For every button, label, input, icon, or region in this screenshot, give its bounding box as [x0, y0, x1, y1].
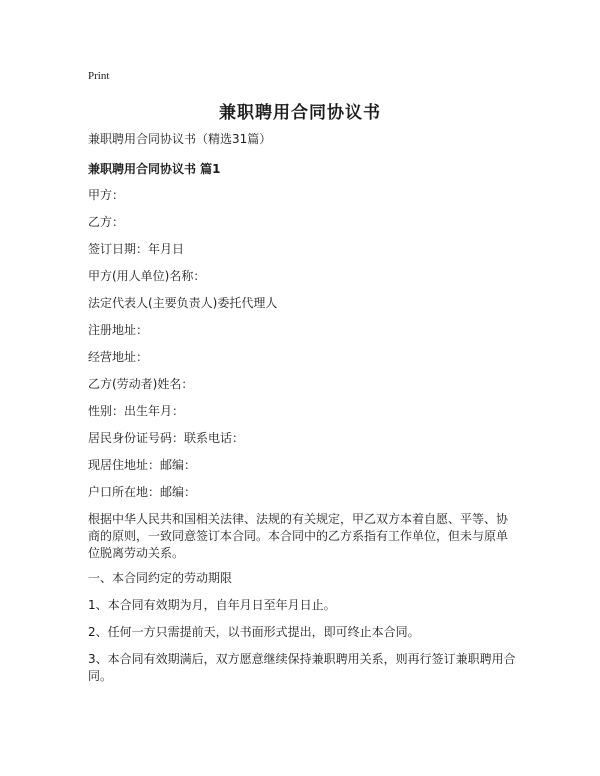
intro-paragraph: 根据中华人民共和国相关法律、法规的有关规定，甲乙双方本着自愿、平等、协商的原则，一致同意签订本合同。本合同中的乙方系指有工作单位，但未与原单位脱离劳动关系。 — [88, 512, 509, 560]
clause-heading: 一、本合同约定的劳动期限 — [88, 571, 233, 585]
field-employer-name: 甲方(用人单位)名称： — [88, 269, 206, 283]
document-title: 兼职聘用合同协议书 — [219, 103, 381, 123]
field-current-address: 现居住地址：邮编： — [88, 458, 197, 472]
field-id-phone: 居民身份证号码：联系电话： — [88, 431, 245, 445]
field-registered-address: 注册地址： — [88, 323, 149, 337]
field-business-address: 经营地址： — [88, 350, 149, 364]
field-legal-representative: 法定代表人(主要负责人)委托代理人 — [88, 296, 278, 310]
field-gender-birth: 性别：出生年月： — [88, 404, 185, 418]
field-employee-name: 乙方(劳动者)姓名： — [88, 377, 194, 391]
print-label[interactable]: Print — [88, 70, 110, 82]
clause-item: 2、任何一方只需提前天，以书面形式提出，即可终止本合同。 — [88, 625, 420, 639]
clause-item: 3、本合同有效期满后，双方愿意继续保持兼职聘用关系，则再行签订兼职聘用合同。 — [88, 652, 516, 683]
field-party-b: 乙方： — [88, 215, 125, 229]
section-heading: 兼职聘用合同协议书 篇1 — [88, 162, 221, 176]
document-subtitle: 兼职聘用合同协议书（精选31篇） — [88, 132, 272, 146]
field-party-a: 甲方： — [88, 188, 125, 202]
field-household-registration: 户口所在地：邮编： — [88, 485, 197, 499]
clause-item: 1、本合同有效期为月，自年月日至年月日止。 — [88, 598, 336, 612]
field-sign-date: 签订日期：年月日 — [88, 242, 185, 256]
